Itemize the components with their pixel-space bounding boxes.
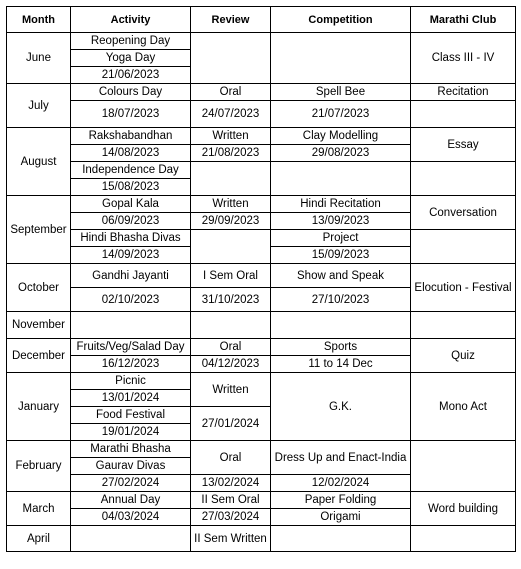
club-cell-october[interactable]: Elocution - Festival (411, 264, 516, 312)
header-competition[interactable]: Competition (271, 7, 411, 33)
competition-cell[interactable]: Project (271, 230, 411, 247)
header-marathi-club[interactable]: Marathi Club (411, 7, 516, 33)
club-cell-september[interactable]: Conversation (411, 196, 516, 230)
activity-cell[interactable]: 16/12/2023 (71, 356, 191, 373)
table-row (7, 84, 516, 101)
competition-cell[interactable]: 29/08/2023 (271, 145, 411, 162)
month-cell-november[interactable]: November (7, 312, 71, 339)
header-activity[interactable]: Activity (71, 7, 191, 33)
competition-cell[interactable]: 27/10/2023 (271, 288, 411, 312)
header-month[interactable]: Month (7, 7, 71, 33)
review-cell[interactable]: I Sem Oral (191, 264, 271, 288)
table-row (7, 230, 516, 247)
competition-cell[interactable]: Show and Speak (271, 264, 411, 288)
table-row (7, 526, 516, 552)
month-cell-march[interactable]: March (7, 492, 71, 526)
competition-cell[interactable] (271, 526, 411, 552)
table-row (7, 492, 516, 509)
competition-cell[interactable]: Sports (271, 339, 411, 356)
review-cell[interactable]: 31/10/2023 (191, 288, 271, 312)
activity-cell[interactable]: 06/09/2023 (71, 213, 191, 230)
competition-cell[interactable]: 13/09/2023 (271, 213, 411, 230)
activity-cell[interactable] (71, 526, 191, 552)
review-cell[interactable]: 27/01/2024 (191, 407, 271, 441)
activity-cell[interactable]: Yoga Day (71, 50, 191, 67)
competition-cell[interactable] (271, 33, 411, 84)
activity-cell[interactable]: 04/03/2024 (71, 509, 191, 526)
club-cell[interactable] (411, 441, 516, 492)
activity-cell[interactable]: 18/07/2023 (71, 101, 191, 128)
activity-plan-table (6, 6, 516, 552)
club-cell-december[interactable]: Quiz (411, 339, 516, 373)
review-cell[interactable]: 21/08/2023 (191, 145, 271, 162)
review-cell[interactable]: Written (191, 196, 271, 213)
review-cell[interactable] (191, 162, 271, 196)
review-cell[interactable]: Written (191, 373, 271, 407)
activity-cell[interactable]: Gandhi Jayanti (71, 264, 191, 288)
table-row (7, 373, 516, 390)
table-row (7, 339, 516, 356)
month-cell-september[interactable]: September (7, 196, 71, 264)
header-review[interactable]: Review (191, 7, 271, 33)
club-cell[interactable] (411, 162, 516, 196)
review-cell[interactable]: II Sem Written (191, 526, 271, 552)
competition-cell[interactable]: Hindi Recitation (271, 196, 411, 213)
month-cell-january[interactable]: January (7, 373, 71, 441)
review-cell[interactable]: 24/07/2023 (191, 101, 271, 128)
review-cell[interactable]: II Sem Oral (191, 492, 271, 509)
table-row (7, 312, 516, 339)
activity-cell[interactable]: 13/01/2024 (71, 390, 191, 407)
review-cell[interactable]: Oral (191, 84, 271, 101)
club-cell[interactable] (411, 312, 516, 339)
activity-cell[interactable]: Gaurav Divas (71, 458, 191, 475)
activity-cell[interactable]: 14/09/2023 (71, 247, 191, 264)
header-row (7, 7, 516, 33)
review-cell[interactable]: Written (191, 128, 271, 145)
competition-cell[interactable]: 15/09/2023 (271, 247, 411, 264)
activity-cell[interactable]: Food Festival (71, 407, 191, 424)
club-cell[interactable] (411, 526, 516, 552)
competition-cell[interactable]: 12/02/2024 (271, 475, 411, 492)
table-row (7, 162, 516, 179)
review-cell[interactable] (191, 312, 271, 339)
table-row (7, 441, 516, 458)
activity-cell[interactable]: Fruits/Veg/Salad Day (71, 339, 191, 356)
competition-cell[interactable]: 21/07/2023 (271, 101, 411, 128)
activity-cell[interactable]: Colours Day (71, 84, 191, 101)
competition-cell[interactable] (271, 162, 411, 196)
month-cell-april[interactable]: April (7, 526, 71, 552)
activity-cell[interactable]: Reopening Day (71, 33, 191, 50)
month-cell-august[interactable]: August (7, 128, 71, 196)
activity-cell[interactable]: 21/06/2023 (71, 67, 191, 84)
activity-cell[interactable]: 19/01/2024 (71, 424, 191, 441)
table-row (7, 101, 516, 128)
competition-cell[interactable]: Dress Up and Enact-India (271, 441, 411, 475)
competition-cell[interactable]: G.K. (271, 373, 411, 441)
activity-cell[interactable]: Rakshabandhan (71, 128, 191, 145)
review-cell[interactable] (191, 33, 271, 84)
activity-cell[interactable]: Hindi Bhasha Divas (71, 230, 191, 247)
review-cell[interactable] (191, 230, 271, 264)
activity-cell[interactable]: Gopal Kala (71, 196, 191, 213)
activity-cell[interactable]: Annual Day (71, 492, 191, 509)
review-cell[interactable]: 27/03/2024 (191, 509, 271, 526)
club-cell-january[interactable]: Mono Act (411, 373, 516, 441)
month-cell-july[interactable]: July (7, 84, 71, 128)
table-row (7, 264, 516, 288)
competition-cell[interactable]: Paper Folding (271, 492, 411, 509)
table-row (7, 33, 516, 50)
table-row (7, 196, 516, 213)
club-cell[interactable] (411, 230, 516, 264)
activity-cell[interactable]: 02/10/2023 (71, 288, 191, 312)
activity-cell[interactable]: Independence Day (71, 162, 191, 179)
activity-cell[interactable] (71, 312, 191, 339)
review-cell[interactable]: 04/12/2023 (191, 356, 271, 373)
review-cell[interactable]: Oral (191, 441, 271, 475)
club-cell[interactable] (411, 101, 516, 128)
review-cell[interactable]: 29/09/2023 (191, 213, 271, 230)
month-cell-june[interactable]: June (7, 33, 71, 84)
review-cell[interactable]: 13/02/2024 (191, 475, 271, 492)
activity-cell[interactable]: 27/02/2024 (71, 475, 191, 492)
month-cell-february[interactable]: February (7, 441, 71, 492)
club-cell-july[interactable]: Recitation (411, 84, 516, 101)
competition-cell[interactable]: Origami (271, 509, 411, 526)
competition-cell[interactable]: Spell Bee (271, 84, 411, 101)
club-cell-march[interactable]: Word building (411, 492, 516, 526)
competition-cell[interactable]: Clay Modelling (271, 128, 411, 145)
activity-cell[interactable]: 15/08/2023 (71, 179, 191, 196)
activity-cell[interactable]: 14/08/2023 (71, 145, 191, 162)
activity-cell[interactable]: Picnic (71, 373, 191, 390)
club-cell-august[interactable]: Essay (411, 128, 516, 162)
review-cell[interactable]: Oral (191, 339, 271, 356)
competition-cell[interactable] (271, 312, 411, 339)
month-cell-december[interactable]: December (7, 339, 71, 373)
club-cell-june[interactable]: Class III - IV (411, 33, 516, 84)
activity-cell[interactable]: Marathi Bhasha (71, 441, 191, 458)
table-row (7, 128, 516, 145)
competition-cell[interactable]: 11 to 14 Dec (271, 356, 411, 373)
month-cell-october[interactable]: October (7, 264, 71, 312)
